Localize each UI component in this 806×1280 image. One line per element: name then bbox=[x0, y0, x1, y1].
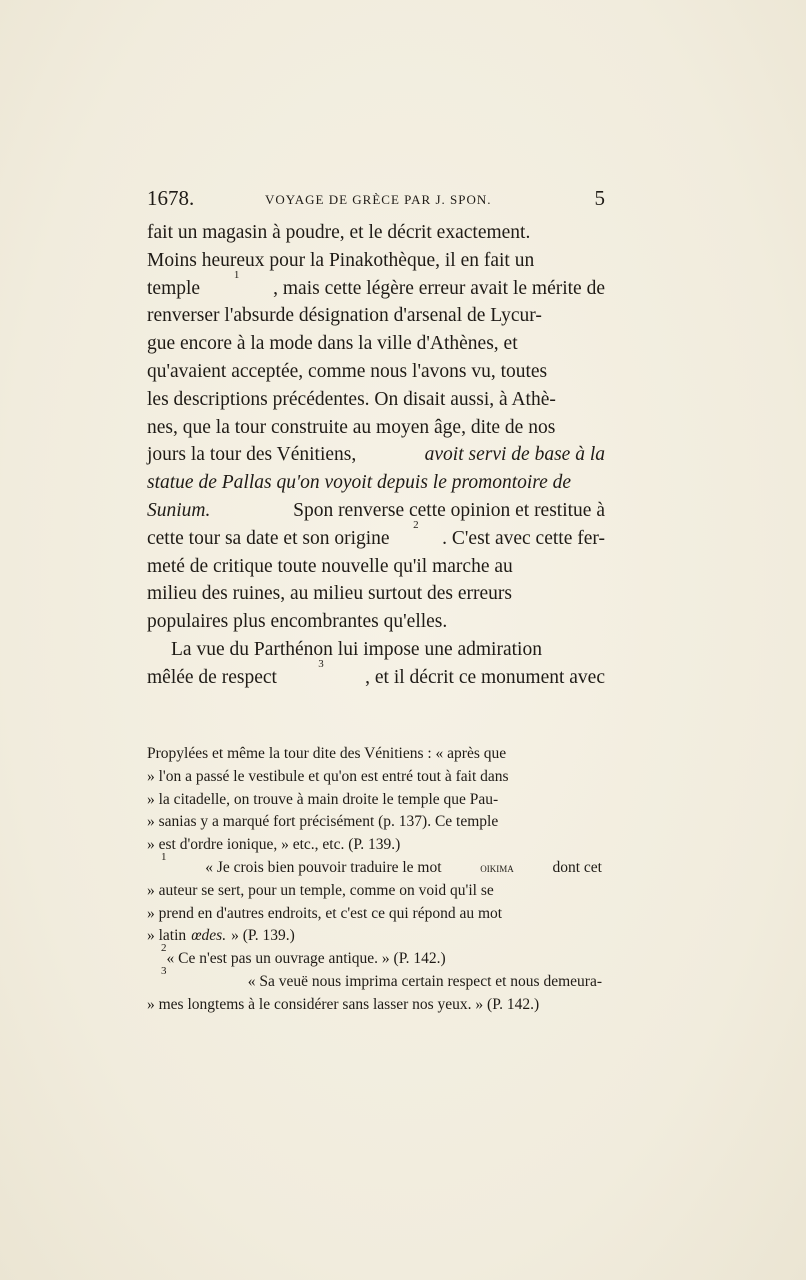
footnote-marker: 2 bbox=[413, 518, 419, 531]
text-line: mêlée de respect 3 , et il décrit ce monument avec bbox=[147, 664, 605, 692]
footnote-number: 2 bbox=[161, 942, 167, 955]
footnote-marker: 3 bbox=[318, 657, 324, 670]
running-header bbox=[147, 186, 605, 216]
text-line: renverser l'absurde désignation d'arsenal de Lycur- bbox=[147, 305, 542, 327]
text-line: Sunium. Spon renverse cette opinion et restitue à bbox=[147, 499, 605, 521]
text-line: fait un magasin à poudre, et le décrit exactement. bbox=[147, 222, 531, 243]
header-year: 1678. bbox=[147, 186, 195, 210]
footnote-line: Propylées et même la tour dite des Vénitiens : « après que bbox=[147, 745, 507, 762]
footnote-line: » auteur se sert, pour un temple, comme on void qu'il se bbox=[147, 881, 494, 899]
text-line: statue de Pallas qu'on voyoit depuis le promontoire de bbox=[147, 472, 572, 494]
footnote-line: » l'on a passé le vestibule et qu'on est entré tout à fait dans bbox=[147, 767, 509, 785]
footnote-line: » prend en d'autres endroits, et c'est ce qui répond au mot bbox=[147, 904, 503, 922]
text-line: gue encore à la mode dans la ville d'Athènes, et bbox=[147, 333, 518, 355]
text-line: Moins heureux pour la Pinakothèque, il en fait un bbox=[147, 249, 535, 271]
text-line: nes, que la tour construite au moyen âge, dite de nos bbox=[147, 416, 556, 438]
text-line: jours la tour des Vénitiens, avoit servi de base à la bbox=[147, 444, 605, 466]
text-line: milieu des ruines, au milieu surtout des erreurs bbox=[147, 583, 512, 605]
footnote-line: 1 « Je crois bien pouvoir traduire le mot oikima dont cet bbox=[147, 857, 602, 880]
footnote-line: » la citadelle, on trouve à main droite le temple que Pau- bbox=[147, 790, 499, 808]
footnote-line: 2 « Ce n'est pas un ouvrage antique. » (P. 142.) bbox=[147, 948, 602, 971]
text-line: populaires plus encombrantes qu'elles. bbox=[147, 611, 448, 633]
page-number: 5 bbox=[594, 186, 605, 210]
text-line: temple 1 , mais cette légère erreur avait le mérite de bbox=[147, 275, 605, 303]
footnote-number: 1 bbox=[161, 850, 167, 863]
footnotes bbox=[147, 743, 602, 1017]
text-line: qu'avaient acceptée, comme nous l'avons vu, toutes bbox=[147, 360, 548, 382]
text-line: La vue du Parthénon lui impose une admiration bbox=[171, 638, 542, 660]
footnote-marker: 1 bbox=[233, 268, 240, 281]
footnote-line: » mes longtems à le considérer sans lasser nos yeux. » (P. 142.) bbox=[147, 995, 540, 1013]
text-line: meté de critique toute nouvelle qu'il marche au bbox=[147, 555, 513, 577]
main-text bbox=[147, 219, 605, 692]
header-running-title: VOYAGE DE GRÈCE PAR J. SPON. bbox=[265, 192, 492, 207]
greek-word: oikima bbox=[480, 859, 514, 875]
text-line: les descriptions précédentes. On disait aussi, à Athè- bbox=[147, 388, 556, 410]
footnote-line: » est d'ordre ionique, » etc., etc. (P. 139.) bbox=[147, 836, 401, 854]
footnote-line: » sanias y a marqué fort précisément (p. 137). Ce temple bbox=[147, 813, 499, 831]
text-line: cette tour sa date et son origine 2 . C'est avec cette fer- bbox=[147, 525, 605, 553]
footnote-number: 3 bbox=[161, 964, 167, 977]
footnote-line: 3 « Sa veuë nous imprima certain respect et nous demeura- bbox=[147, 971, 602, 994]
footnote-line: » latin œdes. » (P. 139.) bbox=[147, 927, 295, 945]
